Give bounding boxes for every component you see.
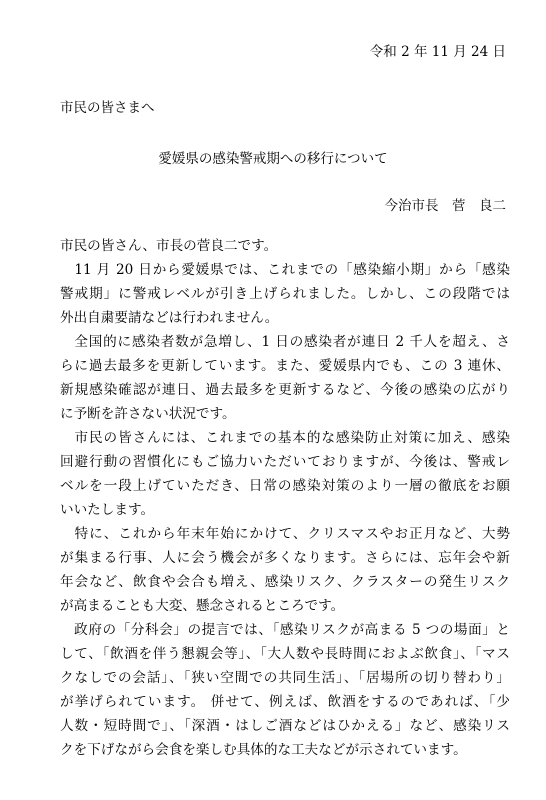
paragraph-line: が高まることも大変、懸念されるところです。 — [60, 598, 345, 614]
document-date: 令和 2 年 11 月 24 日 — [369, 44, 506, 60]
paragraph-line: 人数・短時間で」、「深酒・はしご酒などはひかえる」など、感染リス — [60, 718, 510, 734]
paragraph-line: いいたします。 — [60, 502, 155, 518]
paragraph-line: 年会など、飲食や会合も増え、感染リスク、クラスターの発生リスク — [60, 574, 510, 590]
paragraph-line: クなしでの会話」、「狭い空間での共同生活」、「居場所の切り替わり」 — [60, 670, 510, 686]
paragraph-line: 警戒期」に警戒レベルが引き上げられました。しかし、この段階では — [60, 286, 510, 302]
paragraph-line: が集まる行事、人に会う機会が多くなります。さらには、忘年会や新 — [60, 550, 510, 566]
paragraph-line: らに過去最多を更新しています。また、愛媛県内でも、この 3 連休、 — [60, 358, 510, 374]
paragraph-line: 新規感染確認が連日、過去最多を更新するなど、今後の感染の広がり — [60, 382, 510, 398]
paragraph-line: 市民の皆さんには、これまでの基本的な感染防止対策に加え、感染 — [60, 430, 510, 446]
addressee: 市民の皆さまへ — [60, 100, 155, 116]
body-paragraph — [60, 618, 510, 762]
paragraph-line: 全国的に感染者数が急増し、1 日の感染者が連日 2 千人を超え、さ — [60, 334, 510, 350]
document-subject: 愛媛県の感染警戒期への移行について — [158, 151, 388, 167]
paragraph-line: 回避行動の習慣化にもご協力いただいておりますが、今後は、警戒レ — [60, 454, 510, 470]
paragraph-line: が挙げられています。 併せて、例えば、飲酒をするのであれば、「少 — [60, 694, 510, 710]
paragraph-line: 市民の皆さん、市長の菅良二です。 — [60, 238, 278, 254]
body-paragraph — [60, 234, 510, 258]
body-paragraph — [60, 522, 510, 618]
signature: 今治市長 菅 良二 — [384, 198, 506, 214]
body-paragraph — [60, 426, 510, 522]
paragraph-line: 11 月 20 日から愛媛県では、これまでの「感染縮小期」から「感染 — [60, 262, 510, 278]
paragraph-line: 政府の「分科会」の提言では、「感染リスクが高まる 5 つの場面」と — [60, 622, 510, 638]
paragraph-line: 特に、これから年末年始にかけて、クリスマスやお正月など、大勢 — [60, 526, 510, 542]
paragraph-line: して、「飲酒を伴う懇親会等」、「大人数や長時間におよぶ飲食」、「マス — [60, 646, 510, 662]
body-paragraph — [60, 330, 510, 426]
body-paragraph — [60, 258, 510, 330]
paragraph-line: ベルを一段上げていただき、日常の感染対策のより一層の徹底をお願 — [60, 478, 510, 494]
paragraph-line: 外出自粛要請などは行われません。 — [60, 310, 279, 326]
document-body — [60, 234, 510, 762]
paragraph-line: に予断を許さない状況です。 — [60, 406, 236, 422]
paragraph-line: クを下げながら会食を楽しむ具体的な工夫などが示されています。 — [60, 742, 467, 758]
